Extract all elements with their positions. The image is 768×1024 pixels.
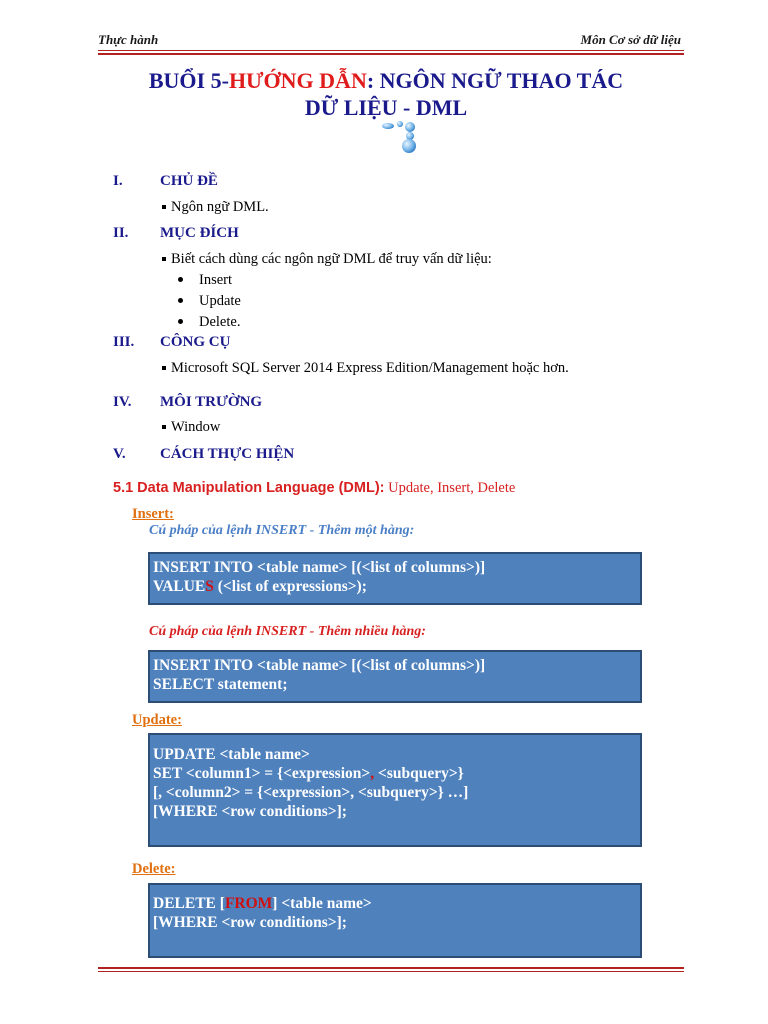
- insert-multi-code: [148, 650, 642, 703]
- title-part2: HƯỚNG DẪN: [228, 68, 367, 93]
- dot-bullet-icon: [178, 298, 183, 303]
- code-line: [, <column2> = {<expression>, <subquery>} …]: [153, 784, 469, 801]
- list-item: Update: [178, 293, 241, 310]
- header-left: Thực hành: [98, 32, 159, 47]
- bullet-item: Window: [162, 419, 220, 436]
- list-item: Delete.: [178, 314, 240, 331]
- insert-single-code: [148, 552, 642, 605]
- insert-multi-note: Cú pháp của lệnh INSERT - Thêm nhiều hàng:: [149, 624, 426, 639]
- delete-code: [148, 883, 642, 958]
- insert-single-note: Cú pháp của lệnh INSERT - Thêm một hàng:: [149, 523, 415, 538]
- insert-label: Insert:: [132, 506, 174, 522]
- code-line: SELECT statement;: [153, 676, 288, 693]
- footer-rule-thick: [98, 967, 684, 969]
- code-line: INSERT INTO <table name> [(<list of columns>)]: [153, 559, 486, 576]
- code-line: INSERT INTO <table name> [(<list of columns>)]: [153, 657, 486, 674]
- title-part3: : NGÔN NGỮ THAO TÁC: [366, 68, 624, 93]
- code-line: [WHERE <row conditions>];: [153, 803, 347, 820]
- code-line: DELETE [FROM] <table name>: [153, 895, 372, 912]
- square-bullet-icon: [162, 205, 166, 209]
- title-line2: DỮ LIỆU - DML: [304, 95, 468, 120]
- page-title: [98, 67, 674, 121]
- header-right: Môn Cơ sở dữ liệu: [580, 32, 681, 47]
- square-bullet-icon: [162, 366, 166, 370]
- title-part1: BUỔI 5-: [148, 68, 229, 93]
- square-bullet-icon: [162, 257, 166, 261]
- footer-rule: [98, 971, 684, 972]
- code-line: [WHERE <row conditions>];: [153, 914, 347, 931]
- bullet-item: Ngôn ngữ DML.: [162, 199, 269, 216]
- section-heading: III. CÔNG CỤ: [113, 334, 231, 350]
- section-heading: IV. MÔI TRƯỜNG: [113, 394, 263, 410]
- header-rule-thick: [98, 53, 684, 55]
- code-line: VALUES (<list of expressions>);: [153, 578, 367, 595]
- code-line: SET <column1> = {<expression>, <subquery>}: [153, 765, 464, 782]
- water-drops-icon: [380, 118, 420, 154]
- header-rule: [98, 50, 684, 51]
- dot-bullet-icon: [178, 319, 183, 324]
- delete-label: Delete:: [132, 861, 176, 877]
- bullet-item: Microsoft SQL Server 2014 Express Edition/Management hoặc hơn.: [162, 360, 569, 377]
- code-line: UPDATE <table name>: [153, 746, 310, 763]
- update-label: Update:: [132, 712, 182, 728]
- square-bullet-icon: [162, 425, 166, 429]
- section-heading: I. CHỦ ĐỀ: [113, 173, 218, 189]
- list-item: Insert: [178, 272, 232, 289]
- bullet-item: Biết cách dùng các ngôn ngữ DML để truy vấn dữ liệu:: [162, 251, 492, 268]
- subsection-title: 5.1 Data Manipulation Language (DML): Update, Insert, Delete: [113, 480, 516, 496]
- update-code: [148, 733, 642, 847]
- section-heading: V. CÁCH THỰC HIỆN: [113, 446, 295, 462]
- section-heading: II. MỤC ĐÍCH: [113, 225, 239, 241]
- dot-bullet-icon: [178, 277, 183, 282]
